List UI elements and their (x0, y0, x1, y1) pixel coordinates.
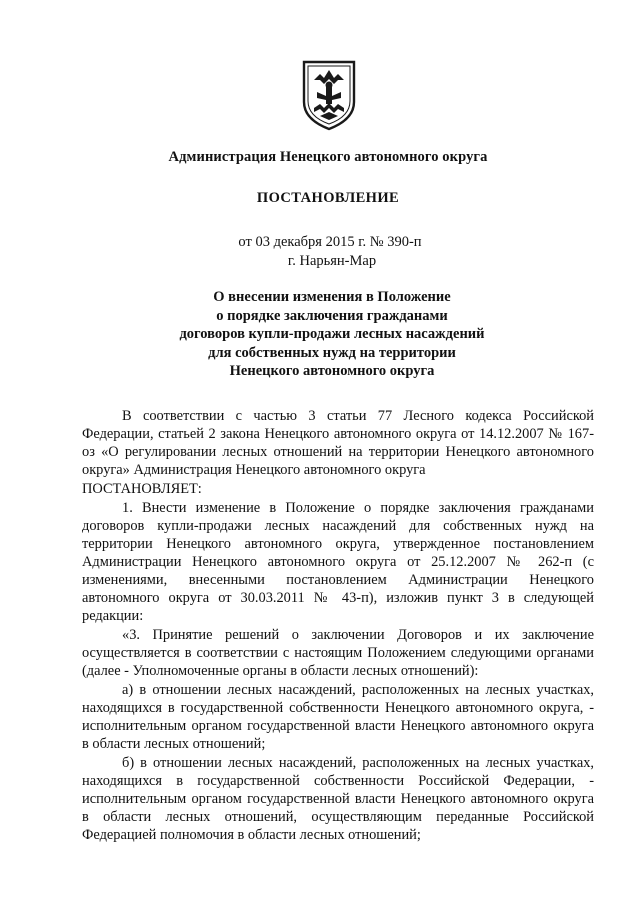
item-3-paragraph: «3. Принятие решений о заключении Договоров и их заключение осуществляется в соответствии с настоящим Положением следующими органами (далее - Уполномоченные органы в области лесных отношений): (82, 627, 594, 679)
document-body (82, 407, 594, 845)
subitem-a-paragraph: а) в отношении лесных насаждений, расположенных на лесных участках, находящихся в государственной собственности Ненецкого автономного округа, - исполнительным органом государственной власти Ненецкого автономного округа в области лесных отношений; (82, 682, 594, 752)
subject-title-line: для собственных нужд на территории (208, 344, 456, 361)
document-city: г. Нарьян-Мар (287, 253, 377, 269)
subject-title-line: О внесении изменения в Положение (213, 289, 451, 305)
subject-title-line: о порядке заключения гражданами (216, 307, 448, 324)
document-date-number: от 03 декабря 2015 г. № 390-п (238, 234, 422, 250)
document-type-title: ПОСТАНОВЛЕНИЕ (256, 190, 400, 206)
subject-title-line: договоров купли-продажи лесных насаждений (179, 326, 485, 342)
preamble-paragraph: В соответствии с частью 3 статьи 77 Лесного кодекса Российской Федерации, статьей 2 закона Ненецкого автономного округа от 14.12.2007 № 167-оз «О регулировании лесных отношений на территории Ненецкого автономного округа» Администрация Ненецкого автономного округа (82, 408, 594, 478)
document-subject-title (0, 288, 640, 381)
subject-title-line: Ненецкого автономного округа (229, 363, 435, 379)
organization-name: Администрация Ненецкого автономного округа (168, 149, 488, 165)
decree-word: ПОСТАНОВЛЯЕТ: (82, 481, 202, 497)
subitem-b-paragraph: б) в отношении лесных насаждений, расположенных на лесных участках, находящихся в государственной собственности Российской Федерации, - исполнительным органом государственной власти Ненецкого автономного округа в области лесных отношений, осуществляющим переданные Российской Федерацией полномочия в области лесных отношений; (82, 755, 594, 843)
nenets-coat-of-arms-icon (300, 58, 358, 132)
item-1-paragraph: 1. Внести изменение в Положение о порядке заключения гражданами договоров купли-продажи лесных насаждений для собственных нужд на территории Ненецкого автономного округа, утвержденное постановлением Администрации Ненецкого автономного округа от 25.12.2007 № 262-п (с изменениями, внесенными постановлением Администрации Ненецкого автономного округа от 30.03.2011 № 43-п), изложив пункт 3 в следующей редакции: (82, 500, 594, 624)
